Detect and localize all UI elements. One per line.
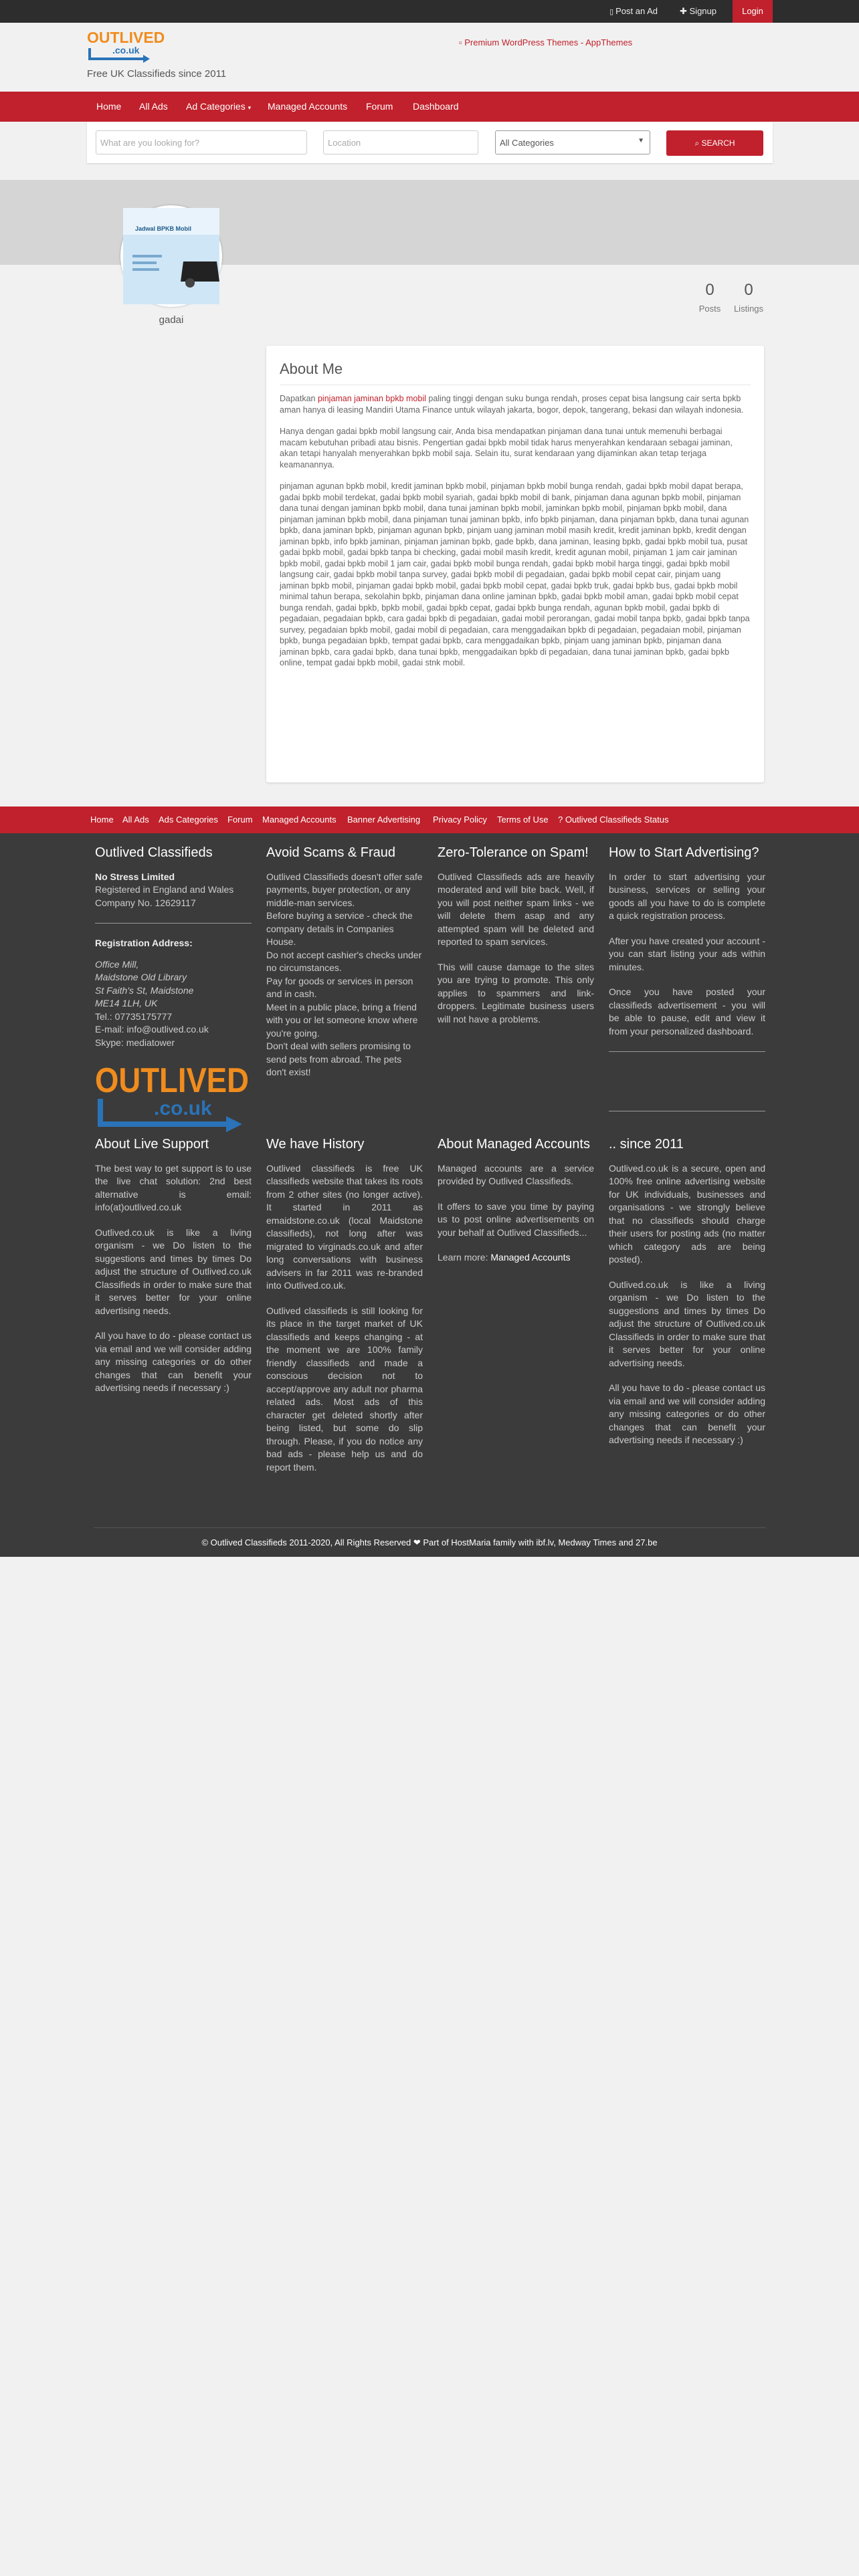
company-skype: Skype: mediatower bbox=[95, 1037, 175, 1048]
avatar-caption: Jadwal BPKB Mobil bbox=[135, 225, 192, 232]
company-number: Company No. 12629117 bbox=[95, 897, 196, 908]
listings-stat bbox=[729, 281, 769, 314]
since-paragraph-2: Outlived.co.uk is like a living organism - we Do listen to the suggestions and times by times Do adjust the structure of Outlived.co.uk Classifieds in order to make sure that it serves better for your online advertising needs. bbox=[609, 1279, 765, 1368]
footer-nav-ads-categories[interactable]: Ads Categories bbox=[159, 815, 218, 825]
about-title: About Me bbox=[280, 360, 751, 385]
site-footer bbox=[0, 833, 859, 1557]
footer-logo-text: OUTLIVED bbox=[95, 1061, 249, 1100]
listings-label: Listings bbox=[733, 304, 764, 314]
top-bar bbox=[0, 0, 859, 23]
footer-col-advertising bbox=[609, 847, 765, 1125]
nav-ad-categories[interactable]: Ad Categories ▾ bbox=[186, 101, 252, 112]
posts-count: 0 bbox=[705, 281, 714, 299]
search-button[interactable]: ⌕ SEARCH bbox=[666, 130, 763, 156]
post-ad-link[interactable]: ▯ Post an Ad bbox=[609, 6, 658, 16]
spam-paragraph-2: This will cause damage to the sites you are trying to promote. This only applies to spammers and link-droppers. Legitimate business users will not have a problems. bbox=[438, 961, 594, 1025]
nav-home[interactable]: Home bbox=[96, 101, 122, 112]
advertising-paragraph-2: After you have created your account - you can start listing your ads within minutes. bbox=[609, 935, 765, 972]
since-heading: .. since 2011 bbox=[609, 1137, 684, 1152]
footer-col-scams bbox=[266, 847, 423, 1079]
support-paragraph-2: Outlived.co.uk is like a living organism - we Do listen to the suggestions and times by times Do adjust the structure of Outlived.co.uk Classifieds in order to make sure that it serves better for your online advertising needs. bbox=[95, 1226, 252, 1316]
listings-count: 0 bbox=[744, 281, 753, 299]
managed-paragraph-1: Managed accounts are a service provided by Outlived Classifieds. bbox=[438, 1162, 594, 1186]
location-input[interactable]: Location bbox=[323, 130, 478, 154]
managed-heading: About Managed Accounts bbox=[438, 1137, 590, 1152]
address-line-1: Office Mill, bbox=[95, 958, 139, 970]
broken-image-icon: ▫ bbox=[459, 37, 465, 47]
about-paragraph-3: pinjaman agunan bpkb mobil, kredit jaminan bpkb mobil, pinjaman bpkb mobil bunga rendah, gadai bpkb mobil dapat berapa, gadai bpkb mobil terdekat, gadai bpkb mobil syariah, gadai bpkb mobil di bank, pinjaman dana agunan bpkb mobil, pinjaman dana tunai dengan jaminan bpkb mobil, dana tunai jaminan bpkb mobil, jaminkan bpkb mobil, pinjaman bpkb mobil, dana pinjaman jaminan bpkb mobil, dana pinjaman tunai jaminan bpkb, info bpkb pinjaman, dana pinjaman bpkb, dana tunai agunan bpkb, dana jaminan bpkb, pinjaman agunan bpkb, pinjam uang jaminan mobil masih kredit, kredit jaminan bpkb, kredit dengan jaminan bpkb, info bpkb jaminan, pinjaman jaminan bpkb, gade bpkb, dana jaminan, leasing bpkb, gadai bpkb mobil tua, pusat gadai bpkb mobil, gadai bpkb tanpa bi checking, gadai mobil masih kredit, kredit agunan mobil, pinjaman 1 jam cair jaminan bpkb mobil, gadai bpkb mobil 1 jam cair, gadai bpkb mobil bunga rendah, gadai bpkb mobil harga tinggi, gadai bpkb mobil langsung cair, gadai bpkb mobil tanpa survey, gadai bpkb mobil di pegadaian, gadai bpkb mobil cepat cair, pinjam uang jaminan bpkb mobil, pinjaman gadai bpkb mobil, gadai bpkb mobil cepat, gadai bpkb truk, gadai bpkb bus, gadai bpkb mobil minimal tahun berapa, sekolahin bpkb, pinjaman dana online jaminan bpkb, gadai bpkb mobil aman, gadai bpkb mobil cepat bunga rendah, gadai bpkb, bpkb mobil, gadai bpkb cepat, gadai bpkb bunga rendah, agunan bpkb mobil, gadai bpkb di pegadaian, pegadaian bpkb, cara gadai bpkb di pegadaian, gadai mobil perorangan, gadai mobil tanpa bpkb, gadai bpkb tanpa survey, pegadaian bpkb mobil, gadai mobil di pegadaian, cara menggadaikan bpkb di pegadaian, pegadaian mobil, pinjaman bpkb, bunga pegadaian bpkb, tempat gadai bpkb, cara menggadaikan bpkb, pinjam uang jaminan bpkb, pinjaman dana jaminan bpkb, cara gadai bpkb, dana tunai bpkb, menggadaikan bpkb di pegadaian, dana tunai jaminan bpkb, gadai bpkb online, tempat gadai bpkb mobil, gadai stnk mobil. bbox=[280, 481, 750, 667]
footer-col-since bbox=[609, 1138, 765, 1459]
scams-text: Outlived Classifieds doesn't offer safe payments, buyer protection, or any middle-man services. Before buying a service - check the company details in Companies House. Do not accept cashier's checks under no circumstances. Pay for goods or services in person and in cash. Meet in a public place, bring a friend with you or let someone know where you're going. Don't deal with sellers promising to send pets from abroad. The pets don't exist! bbox=[266, 871, 423, 1077]
category-select[interactable]: All Categories ▼ bbox=[495, 130, 650, 154]
nav-forum[interactable]: Forum bbox=[366, 101, 393, 112]
footer-col-company bbox=[95, 847, 252, 1140]
footer-logo bbox=[95, 1057, 252, 1136]
posts-label: Posts bbox=[698, 304, 721, 314]
support-paragraph-3: All you have to do - please contact us via email and we will consider adding any missing categories or do other changes that can benefit your advertising needs if necessary :) bbox=[95, 1330, 252, 1393]
nav-all-ads[interactable]: All Ads bbox=[139, 101, 168, 112]
company-email: E-mail: info@outlived.co.uk bbox=[95, 1024, 209, 1035]
advertising-heading: How to Start Advertising? bbox=[609, 845, 759, 860]
footer-col-spam bbox=[438, 847, 594, 1038]
divider bbox=[95, 923, 252, 924]
site-header bbox=[0, 23, 859, 91]
about-paragraph-1: Dapatkan pinjaman jaminan bpkb mobil paling tinggi dengan suku bunga rendah, proses cepat bisa langsung cair serta bpkb aman hanya di leasing Mandiri Utama Finance untuk wilayah jakarta, bogor, depok, tangerang, bekasi dan wilayah indonesia. bbox=[280, 394, 744, 415]
chevron-down-icon: ▾ bbox=[248, 104, 252, 111]
footer-logo-domain: .co.uk bbox=[154, 1097, 212, 1119]
support-paragraph-1: The best way to get support is to use the live chat solution: 2nd best alternative is email: info(at)outlived.co.uk bbox=[95, 1162, 252, 1212]
about-paragraph-2: Hanya dengan gadai bpkb mobil langsung cair, Anda bisa mendapatkan pinjaman dana tunai untuk memenuhi berbagai macam kebutuhan pribadi atau bisnis. Pengertian gadai bpkb mobil tidak harus menyerahkan kendaraan sebagai jaminan, akan tetapi hanyalah menyerahkan bpkb mobil saja. Selain itu, surat kendaraan yang dijaminkan akan tetap terjaga keamanannya. bbox=[280, 427, 733, 469]
footer-nav-terms[interactable]: Terms of Use bbox=[497, 815, 549, 825]
footer-nav-all-ads[interactable]: All Ads bbox=[122, 815, 149, 825]
advertising-paragraph-3: Once you have posted your classifieds advertisement - you will be able to pause, edit and view it from your personalized dashboard. bbox=[609, 986, 765, 1037]
search-icon: ⌕ bbox=[694, 138, 702, 148]
advertising-paragraph-1: In order to start advertising your business, services or selling your goods all you have to do is complete a quick registration process. bbox=[609, 871, 765, 921]
logo-graphic bbox=[87, 28, 165, 67]
avatar bbox=[120, 205, 222, 307]
since-paragraph-3: All you have to do - please contact us via email and we will consider adding any missing categories or do other changes that can benefit your advertising needs if necessary :) bbox=[609, 1382, 765, 1445]
user-plus-icon: ✚ bbox=[680, 6, 690, 16]
posts-stat bbox=[690, 281, 730, 314]
history-paragraph-2: Outlived classifieds is still looking for its place in the target market of UK classifieds and keeps changing - at the moment we are 100% family friendly classifieds and made a conscious decision not to accept/approve any adult nor pharma related ads. Most ads of this character get deleted shortly after being listed, but some do slip through. Please, if you do notice any bad ads - please help us and do report them. bbox=[266, 1305, 423, 1473]
footer-nav-banner-advertising[interactable]: Banner Advertising bbox=[347, 815, 421, 825]
managed-paragraph-2: It offers to save you time by paying us to post online advertisements on your behalf at Outlived Classifieds... bbox=[438, 1200, 594, 1238]
footer-col-history bbox=[266, 1138, 423, 1486]
keyword-input[interactable]: What are you looking for? bbox=[96, 130, 307, 154]
footer-nav-home[interactable]: Home bbox=[90, 815, 114, 825]
copyright: © Outlived Classifieds 2011-2020, All Rights Reserved ❤ Part of HostMaria family with ibf.lv, Medway Times and 27.be bbox=[201, 1537, 658, 1547]
company-name: No Stress Limited bbox=[95, 871, 175, 882]
registration-address-heading: Registration Address: bbox=[95, 938, 193, 948]
company-registration: Registered in England and Wales bbox=[95, 884, 234, 895]
history-heading: We have History bbox=[266, 1137, 365, 1152]
scams-heading: Avoid Scams & Fraud bbox=[266, 845, 396, 860]
search-bar bbox=[87, 122, 773, 163]
about-me-panel bbox=[266, 346, 764, 782]
signup-link[interactable]: ✚ Signup bbox=[680, 6, 717, 16]
footer-nav-status[interactable]: ? Outlived Classifieds Status bbox=[558, 815, 669, 825]
address-line-2: Maidstone Old Library bbox=[95, 972, 187, 982]
bpkb-link[interactable]: pinjaman jaminan bpkb mobil bbox=[317, 394, 426, 403]
since-paragraph-1: Outlived.co.uk is a secure, open and 100% free online advertising website for UK individuals, businesses and organisations - we strongly believe that no classifieds should charge their users for posting ads (no matter which category ads are being posted). bbox=[609, 1162, 765, 1265]
address-line-4: ME14 1LH, UK bbox=[95, 998, 158, 1008]
divider bbox=[609, 1051, 765, 1052]
footer-nav bbox=[0, 807, 859, 833]
login-button[interactable]: Login bbox=[733, 0, 773, 23]
company-heading: Outlived Classifieds bbox=[95, 845, 213, 860]
copyright-divider bbox=[94, 1527, 766, 1528]
managed-learn-more: Learn more: Managed Accounts bbox=[438, 1252, 571, 1263]
svg-text:.co.uk: .co.uk bbox=[112, 45, 140, 56]
history-paragraph-1: Outlived classifieds is free UK classifieds website that takes its roots from 2 other sites (no longer active). It started in 2011 as emaidstone.co.uk (local Maidstone classifieds), not long after was migrated to virginads.co.uk and after long conversations with business advisers in far 2011 was re-branded into Outlived.co.uk. bbox=[266, 1162, 423, 1291]
footer-nav-privacy-policy[interactable]: Privacy Policy bbox=[433, 815, 487, 825]
caret-down-icon: ▼ bbox=[638, 137, 644, 144]
username: gadai bbox=[159, 314, 184, 326]
address-line-3: St Faith's St, Maidstone bbox=[95, 984, 194, 996]
footer-col-managed bbox=[438, 1138, 594, 1277]
footer-nav-forum[interactable]: Forum bbox=[227, 815, 253, 825]
company-telephone: Tel.: 07735175777 bbox=[95, 1010, 173, 1022]
nav-dashboard[interactable]: Dashboard bbox=[413, 101, 459, 112]
footer-nav-managed-accounts[interactable]: Managed Accounts bbox=[262, 815, 337, 825]
site-logo[interactable] bbox=[87, 28, 165, 66]
main-nav bbox=[0, 92, 859, 122]
file-icon: ▯ bbox=[609, 8, 616, 16]
header-banner[interactable]: ▫ Premium WordPress Themes - AppThemes bbox=[459, 37, 633, 47]
site-tagline: Free UK Classifieds since 2011 bbox=[87, 68, 227, 80]
support-heading: About Live Support bbox=[95, 1137, 209, 1152]
svg-text:OUTLIVED: OUTLIVED bbox=[87, 29, 165, 46]
managed-accounts-link[interactable]: Managed Accounts bbox=[490, 1252, 571, 1263]
nav-managed-accounts[interactable]: Managed Accounts bbox=[268, 101, 348, 112]
spam-heading: Zero-Tolerance on Spam! bbox=[438, 845, 589, 860]
avatar-image bbox=[123, 208, 219, 304]
spam-paragraph-1: Outlived Classifieds ads are heavily moderated and will bite back. Well, if you will post neither spam links - we will delete them asap and any attempted spam will be deleted and reported to spam services. bbox=[438, 871, 594, 947]
footer-col-support bbox=[95, 1138, 252, 1407]
